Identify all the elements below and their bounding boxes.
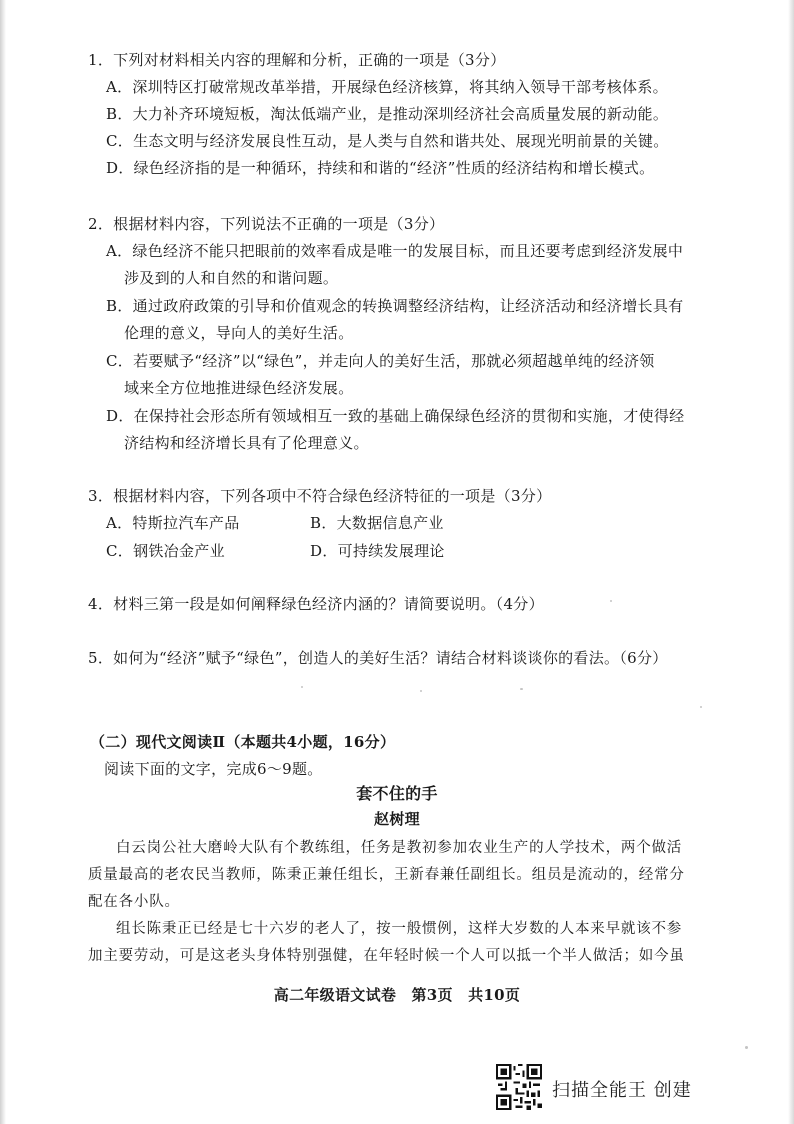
question-1-option-b: B．大力补齐环境短板，淘汰低端产业，是推动深圳经济社会高质量发展的新动能。 [106, 105, 669, 123]
story-paragraph-1-line-2: 质量最高的老农民当教师，陈秉正兼任组长，王新春兼任副组长。组员是流动的，经常分 [88, 867, 685, 883]
question-1-option-a: A．深圳特区打破常规改革举措，开展绿色经济核算，将其纳入领导干部考核体系。 [106, 78, 668, 96]
qr-code-icon [496, 1064, 542, 1110]
section-heading: （二）现代文阅读Ⅱ（本题共4小题，16分） [90, 733, 396, 751]
scan-edge-left [0, 0, 6, 1124]
scan-speck [745, 1046, 748, 1049]
story-paragraph-1-line-1: 白云岗公社大磨岭大队有个教练组，任务是教初参加农业生产的人学技术，两个做活 [116, 840, 683, 856]
story-paragraph-1-line-3: 配在各小队。 [88, 894, 180, 910]
page-footer: 高二年级语文试卷 第3页 共10页 [273, 986, 521, 1004]
question-2-option-a-cont: 涉及到的人和自然的和谐问题。 [124, 269, 339, 287]
scan-speck [301, 686, 303, 688]
scanner-watermark-text: 扫描全能王 创建 [552, 1080, 692, 1101]
scan-edge-right [788, 0, 794, 1124]
question-5: 5．如何为“经济”赋予“绿色”，创造人的美好生活？请结合材料谈谈你的看法。（6分） [88, 649, 668, 667]
story-title: 套不住的手 [356, 784, 438, 803]
story-author: 赵树理 [374, 810, 420, 828]
question-1-option-c: C．生态文明与经济发展良性互动，是人类与自然和谐共处、展现光明前景的关键。 [106, 132, 669, 150]
scan-speck [520, 688, 523, 690]
scan-speck [700, 706, 702, 708]
question-3-option-b: B．大数据信息产业 [310, 514, 444, 532]
question-2-option-c-cont: 域来全方位地推进绿色经济发展。 [124, 379, 354, 397]
question-2-option-a: A．绿色经济不能只把眼前的效率看成是唯一的发展目标，而且还要考虑到经济发展中 [106, 242, 684, 260]
question-2-option-d: D．在保持社会形态所有领域相互一致的基础上确保绿色经济的贯彻和实施，才使得经 [106, 407, 685, 425]
question-3-option-c: C．钢铁冶金产业 [106, 542, 225, 560]
question-3-stem: 3．根据材料内容，下列各项中不符合绿色经济特征的一项是（3分） [88, 487, 552, 505]
reading-instruction: 阅读下面的文字，完成6～9题。 [104, 760, 323, 778]
question-1-option-d: D．绿色经济指的是一种循环，持续和和谐的“经济”性质的经济结构和增长模式。 [106, 159, 655, 177]
scan-speck [420, 690, 422, 692]
question-2-option-b: B．通过政府政策的引导和价值观念的转换调整经济结构，让经济活动和经济增长具有 [106, 297, 684, 315]
question-1-stem: 1．下列对材料相关内容的理解和分析，正确的一项是（3分） [88, 51, 506, 69]
question-2-option-d-cont: 济结构和经济增长具有了伦理意义。 [124, 434, 369, 452]
question-4: 4．材料三第一段是如何阐释绿色经济内涵的？请简要说明。（4分） [88, 595, 544, 613]
story-paragraph-2-line-1: 组长陈秉正已经是七十六岁的老人了，按一般惯例，这样大岁数的人本来早就该不参 [116, 921, 683, 937]
question-2-stem: 2．根据材料内容，下列说法不正确的一项是（3分） [88, 215, 445, 233]
question-3-option-a: A．特斯拉汽车产品 [106, 514, 240, 532]
story-paragraph-2-line-2: 加主要劳动，可是这老头身体特别强健，在年轻时候一个人可以抵一个半人做活；如今虽 [88, 948, 685, 964]
question-3-option-d: D．可持续发展理论 [310, 542, 445, 560]
question-2-option-c: C．若要赋予“经济”以“绿色”，并走向人的美好生活，那就必须超越单纯的经济领 [106, 352, 655, 370]
scan-speck [610, 600, 612, 602]
question-2-option-b-cont: 伦理的意义，导向人的美好生活。 [124, 324, 354, 342]
